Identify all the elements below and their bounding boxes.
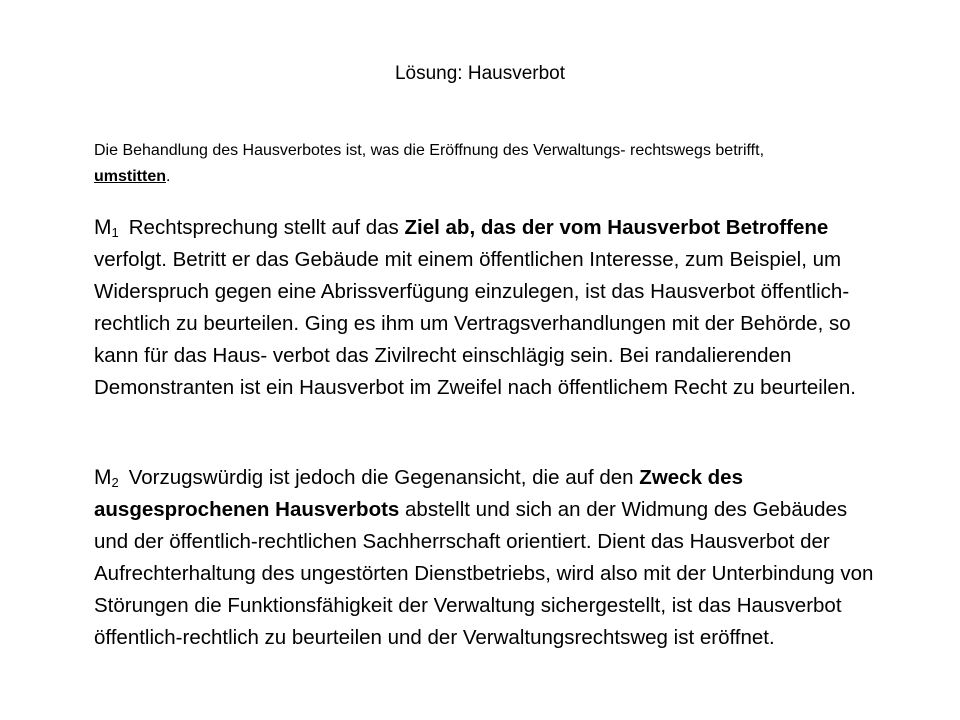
opinion-m2-bold: Zweck des ausgesprochenen Hausverbots	[94, 466, 743, 521]
opinion-m1-bold: Ziel ab, das der vom Hausverbot Betroffene	[404, 216, 829, 239]
opinion-m1-text-start: Rechtsprechung stellt auf das	[128, 216, 405, 239]
opinion-m1-text-end: verfolgt. Betritt er das Gebäude mit einem öffentlichen Interesse, zum Beispiel, um Widerspruch gegen eine Abrissverfügung einzulegen, ist das Hausverbot öffentlich-rechtlich zu beurteilen. Ging es ihm um Vertragsverhandlungen mit der Behörde, so kann für das Haus- verbot das Zivilrecht einschlägig sein. Bei randalierenden Demonstranten ist ein Hausverbot im Zweifel nach öffentlichem Recht zu beurteilen.	[94, 248, 856, 399]
opinion-m1-subscript: 1	[111, 225, 119, 240]
intro-paragraph	[94, 138, 834, 190]
opinion-m2-text-end: abstellt und sich an der Widmung des Gebäudes und der öffentlich-rechtlichen Sachherrschaft orientiert. Dient das Hausverbot der Aufrechterhaltung des ungestörten Dienstbetriebs, wird also mit der Unterbindung von Störungen die Funktionsfähigkeit der Verwaltung sichergestellt, ist das Hausverbot öffentlich-rechtlich zu beurteilen und der Verwaltungsrechtsweg ist eröffnet.	[94, 498, 874, 649]
opinion-m1-label	[94, 216, 119, 239]
opinion-m1-paragraph	[94, 212, 874, 404]
intro-emphasis: umstitten	[94, 168, 166, 185]
opinion-m2-letter: M	[94, 466, 112, 489]
opinion-m1-letter: M	[94, 216, 112, 239]
opinion-m2-label	[94, 466, 119, 489]
opinion-m2-paragraph	[94, 462, 874, 654]
slide-title: Lösung: Hausverbot	[394, 63, 566, 84]
opinion-m2-text-start: Vorzugswürdig ist jedoch die Gegenansicht, die auf den	[128, 466, 640, 489]
intro-period: .	[166, 168, 171, 185]
intro-text: Die Behandlung des Hausverbotes ist, was die Eröffnung des Verwaltungs- rechtswegs betrifft,	[94, 142, 765, 159]
opinion-m2-subscript: 2	[111, 475, 119, 490]
